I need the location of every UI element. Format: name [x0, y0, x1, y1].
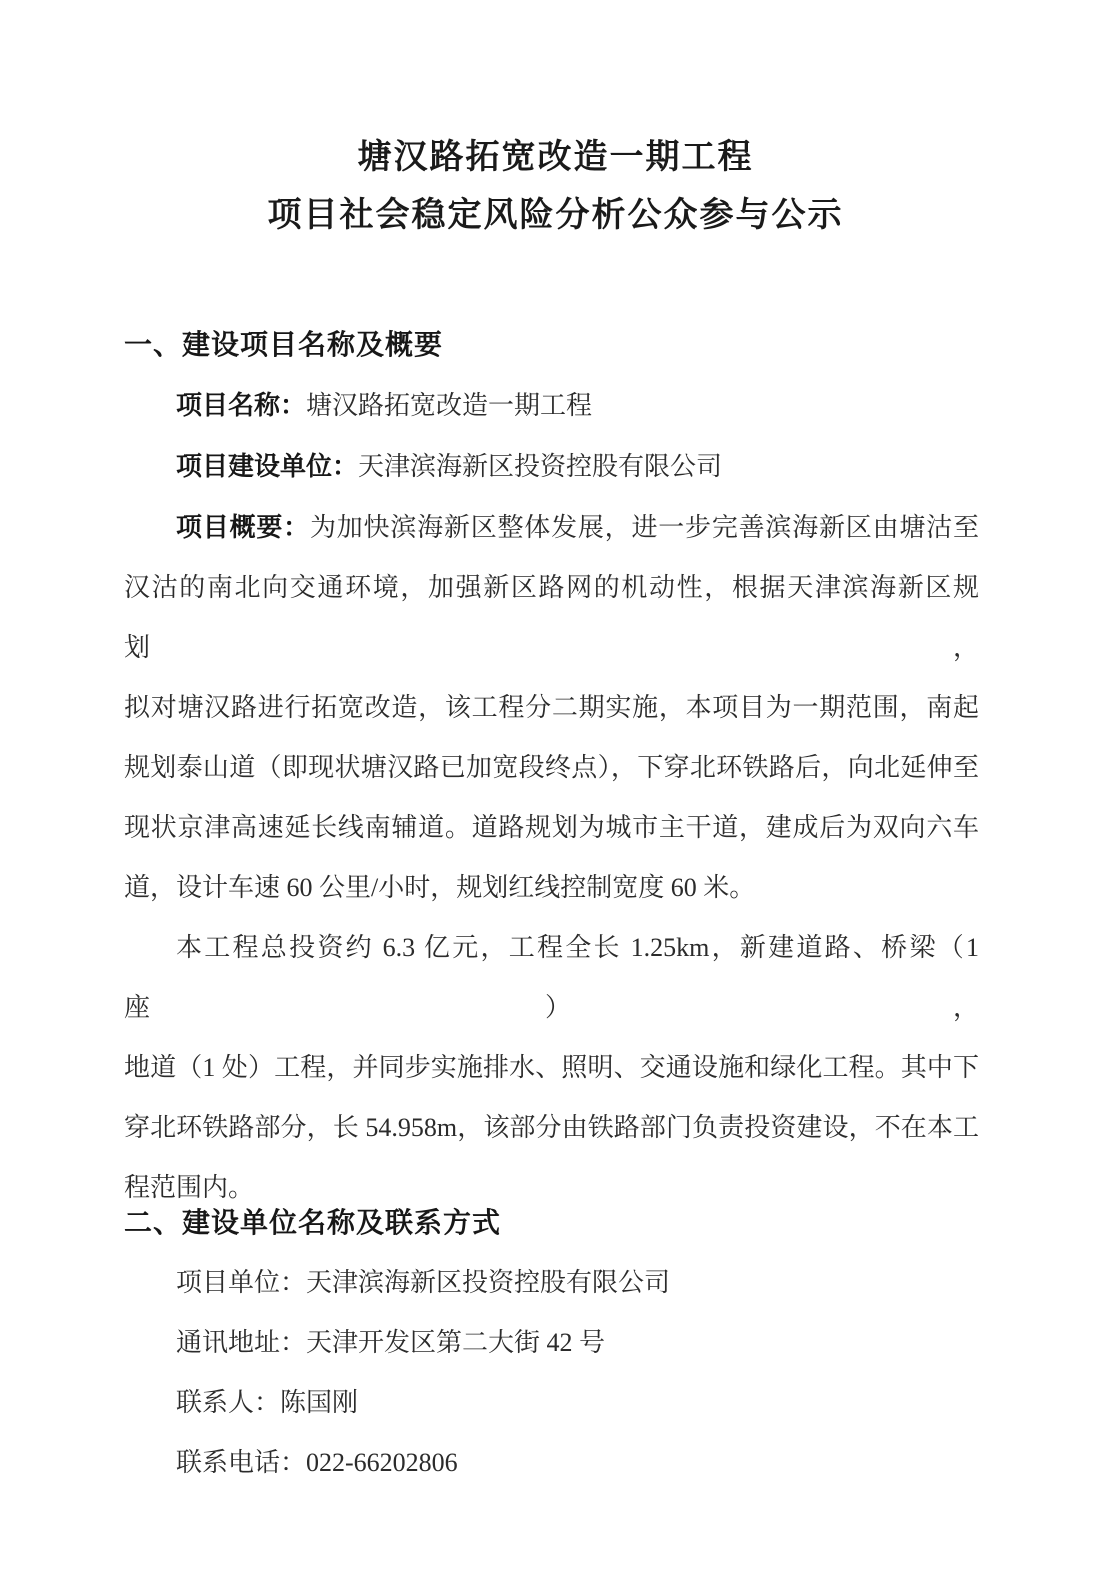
project-name-line [124, 375, 979, 436]
contact-unit-label: 项目单位： [176, 1268, 307, 1297]
contact-phone-value: 022-66202806 [306, 1448, 458, 1477]
summary-label: 项目概要： [176, 512, 310, 542]
project-builder-line [124, 436, 979, 497]
contact-unit-value: 天津滨海新区投资控股有限公司 [306, 1268, 671, 1297]
contact-unit-line [124, 1253, 979, 1313]
project-summary-paragraph [124, 497, 979, 918]
document-title-line1: 塘汉路拓宽改造一期工程 [357, 138, 754, 176]
text-line: 拟对塘汉路进行拓宽改造，该工程分二期实施，本项目为一期范围，南起 [124, 693, 979, 722]
project-builder-value: 天津滨海新区投资控股有限公司 [358, 452, 723, 481]
text-line: 汉沽的南北向交通环境，加强新区路网的机动性，根据天津滨海新区规划， [124, 573, 979, 662]
text-line: 现状京津高速延长线南辅道。道路规划为城市主干道，建成后为双向六车 [124, 813, 979, 842]
summary-lines [124, 558, 979, 918]
contact-phone-line [124, 1433, 979, 1493]
contact-address-line [124, 1313, 979, 1373]
text-line: 道，设计车速 60 公里/小时，规划红线控制宽度 60 米。 [124, 873, 756, 902]
text-line: 地道（1 处）工程，并同步实施排水、照明、交通设施和绿化工程。其中下 [124, 1053, 979, 1082]
project-name-label: 项目名称： [176, 390, 307, 420]
section2-heading: 二、建设单位名称及联系方式 [124, 1207, 502, 1238]
contact-person-label: 联系人： [176, 1388, 281, 1417]
contact-address-value: 天津开发区第二大街 42 号 [306, 1328, 606, 1357]
project-name-value: 塘汉路拓宽改造一期工程 [306, 391, 593, 420]
document-title [0, 0, 1111, 244]
contact-address-label: 通讯地址： [176, 1328, 307, 1357]
section1-heading: 一、建设项目名称及概要 [124, 329, 444, 360]
text-line: 穿北环铁路部分，长 54.958m，该部分由铁路部门负责投资建设，不在本工 [124, 1113, 979, 1142]
document-title-line2: 项目社会稳定风险分析公众参与公示 [267, 196, 844, 234]
contact-person-value: 陈国刚 [280, 1388, 359, 1417]
document-body [0, 315, 1111, 1493]
investment-lines [124, 918, 979, 1218]
contact-phone-label: 联系电话： [176, 1448, 307, 1477]
summary-first-line-text: 为加快滨海新区整体发展，进一步完善滨海新区由塘沽至 [309, 513, 979, 542]
text-line: 本工程总投资约 6.3 亿元，工程全长 1.25km，新建道路、桥梁（1 座）， [124, 933, 979, 1022]
contact-person-line [124, 1373, 979, 1433]
investment-paragraph [124, 918, 979, 1218]
text-line: 程范围内。 [124, 1173, 255, 1202]
text-line: 规划泰山道（即现状塘汉路已加宽段终点），下穿北环铁路后，向北延伸至 [124, 753, 979, 782]
summary-first-line [124, 497, 979, 558]
project-builder-label: 项目建设单位： [176, 451, 359, 481]
